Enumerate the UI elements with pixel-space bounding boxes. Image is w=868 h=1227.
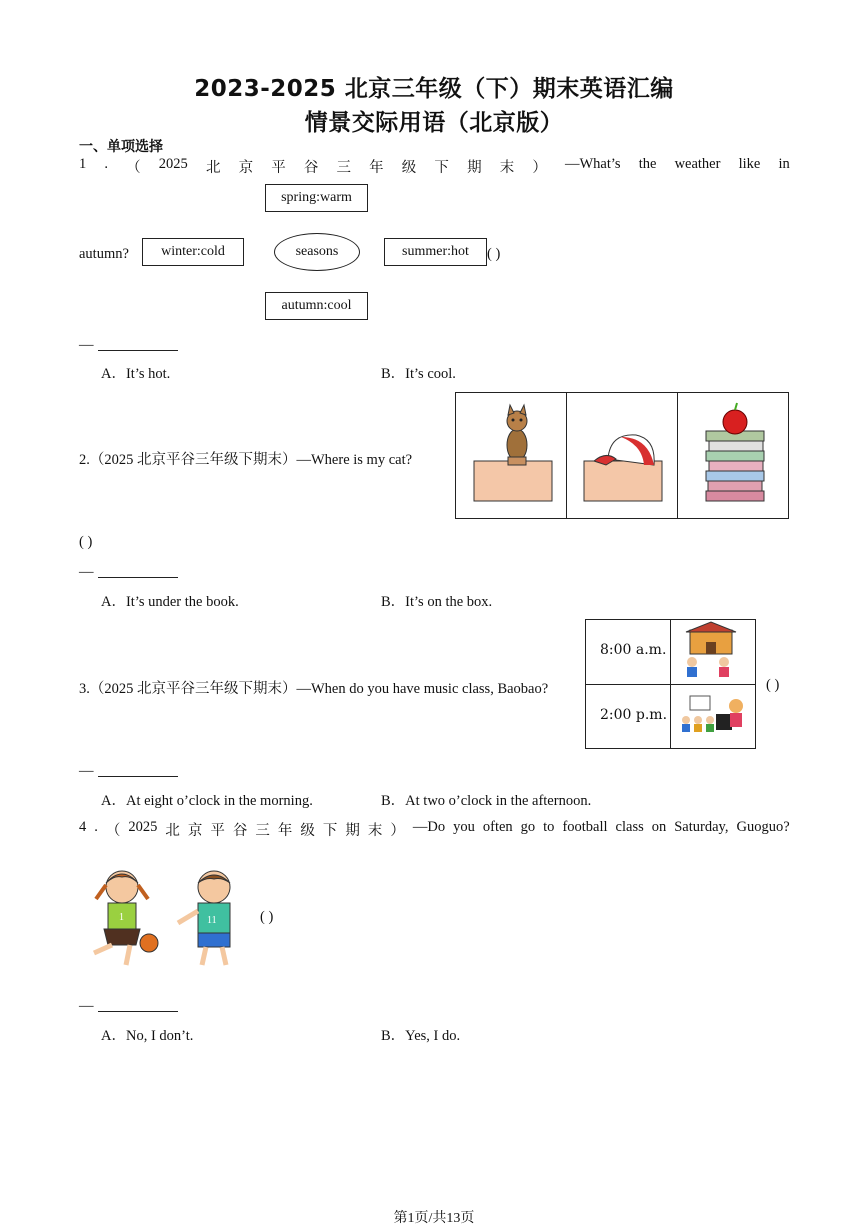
stem-token: class	[615, 819, 644, 835]
boy-icon	[178, 871, 230, 965]
school-icon	[686, 622, 736, 677]
stem-token: go	[520, 819, 536, 835]
stem-token: 年	[369, 160, 384, 176]
option-3a: A．At eight o’clock in the morning.	[101, 793, 313, 809]
stem-token: 2025	[158, 156, 188, 172]
stem-token: 末	[367, 823, 383, 839]
q2-picture-grid	[455, 392, 789, 519]
stem-token: 下	[322, 823, 338, 839]
svg-text:1: 1	[119, 912, 124, 923]
stem-token: 平	[271, 160, 286, 176]
stem-token: 谷	[303, 160, 319, 176]
q2-pictures	[456, 393, 788, 518]
q3-schedule-table	[585, 619, 756, 749]
q3-pictures	[586, 620, 755, 748]
stem-token: 三	[336, 160, 351, 176]
stem-token: ）	[532, 160, 547, 176]
svg-text:11: 11	[207, 915, 217, 926]
time-2pm: 2:00 p.m.	[600, 707, 668, 723]
option-4a: A．No, I don’t.	[101, 1028, 194, 1044]
stem-token: 下	[434, 160, 449, 176]
stem-token: 三	[255, 823, 270, 839]
answer-blank-2	[98, 577, 178, 578]
stem-token: —What’s	[564, 156, 621, 172]
stem-token: .	[94, 819, 98, 835]
stem-token: 末	[499, 160, 515, 176]
winter-box: winter:cold	[142, 238, 244, 266]
seasons-oval: seasons	[274, 233, 360, 271]
stem-token: 北	[165, 823, 180, 839]
stem-token: weather	[674, 156, 721, 172]
option-2b: B．It’s on the box.	[381, 594, 493, 610]
answer-paren-2: ( )	[79, 534, 93, 550]
stem-token: 年	[277, 823, 293, 839]
stem-token: .	[104, 156, 109, 172]
question-4-stem	[79, 819, 790, 840]
cap-icon	[584, 435, 662, 501]
answer-dash-3: —	[79, 763, 94, 779]
stem-token: football	[562, 819, 608, 835]
section-heading: 一、单项选择	[79, 139, 163, 155]
page-title: 2023-2025 北京三年级（下）期末英语汇编	[194, 76, 674, 102]
stem-token: 2025	[128, 819, 158, 835]
stem-token: 北	[205, 160, 221, 176]
stem-token: 期	[467, 160, 482, 176]
answer-dash-1: —	[79, 337, 94, 353]
stem-token: in	[778, 156, 790, 172]
answer-paren-4: ( )	[260, 909, 274, 925]
stem-token: 京	[187, 823, 203, 839]
stem-token: （	[105, 823, 121, 839]
time-8am: 8:00 a.m.	[600, 642, 667, 658]
question-1-stem	[79, 156, 790, 177]
girl-basketball-icon	[94, 871, 158, 965]
stem-token: like	[738, 156, 761, 172]
answer-blank-1	[98, 350, 178, 351]
answer-dash-2: —	[79, 564, 94, 580]
answer-blank-4	[98, 1011, 178, 1012]
answer-paren-3: ( )	[766, 677, 780, 693]
stem-token: Guoguo?	[736, 819, 790, 835]
answer-dash-4: —	[79, 998, 94, 1014]
stem-token: 级	[401, 160, 417, 176]
option-3b: B．At two o’clock in the afternoon.	[381, 793, 592, 809]
option-2a: A．It’s under the book.	[101, 594, 239, 610]
stem-token: often	[482, 819, 513, 835]
option-1a: A．It’s hot.	[101, 366, 171, 382]
stem-token: 期	[345, 823, 360, 839]
stem-token: Saturday,	[674, 819, 729, 835]
answer-blank-3	[98, 776, 178, 777]
stem-token: 京	[238, 160, 254, 176]
books-apple-icon	[706, 403, 764, 501]
stem-token: to	[543, 819, 555, 835]
stem-token: 谷	[232, 823, 248, 839]
option-4b: B．Yes, I do.	[381, 1028, 461, 1044]
music-class-icon	[682, 696, 743, 732]
stem-token: 级	[300, 823, 315, 839]
stem-token: —Do	[412, 819, 446, 835]
stem-token: on	[651, 819, 667, 835]
stem-token: （	[126, 160, 141, 176]
stem-token: ）	[390, 823, 405, 839]
question-2-stem: 2.（2025 北京平谷三年级下期末）—Where is my cat?	[79, 452, 413, 468]
page-subtitle: 情景交际用语（北京版）	[304, 110, 564, 136]
spring-box: spring:warm	[265, 184, 368, 212]
option-1b: B．It’s cool.	[381, 366, 456, 382]
question-1-stem-cont: autumn?	[79, 246, 129, 262]
answer-paren-1: ( )	[487, 246, 501, 262]
cat-icon	[474, 405, 552, 501]
stem-token: you	[453, 819, 475, 835]
stem-token: the	[638, 156, 657, 172]
summer-box: summer:hot	[384, 238, 487, 266]
page-footer: 第1页/共13页	[393, 1211, 475, 1226]
q4-kids-picture	[86, 865, 246, 975]
stem-token: 4	[79, 819, 87, 835]
autumn-box: autumn:cool	[265, 292, 368, 320]
stem-token: 平	[210, 823, 225, 839]
stem-token: 1	[79, 156, 87, 172]
question-3-stem: 3.（2025 北京平谷三年级下期末）—When do you have music class, Baobao?	[79, 681, 549, 697]
